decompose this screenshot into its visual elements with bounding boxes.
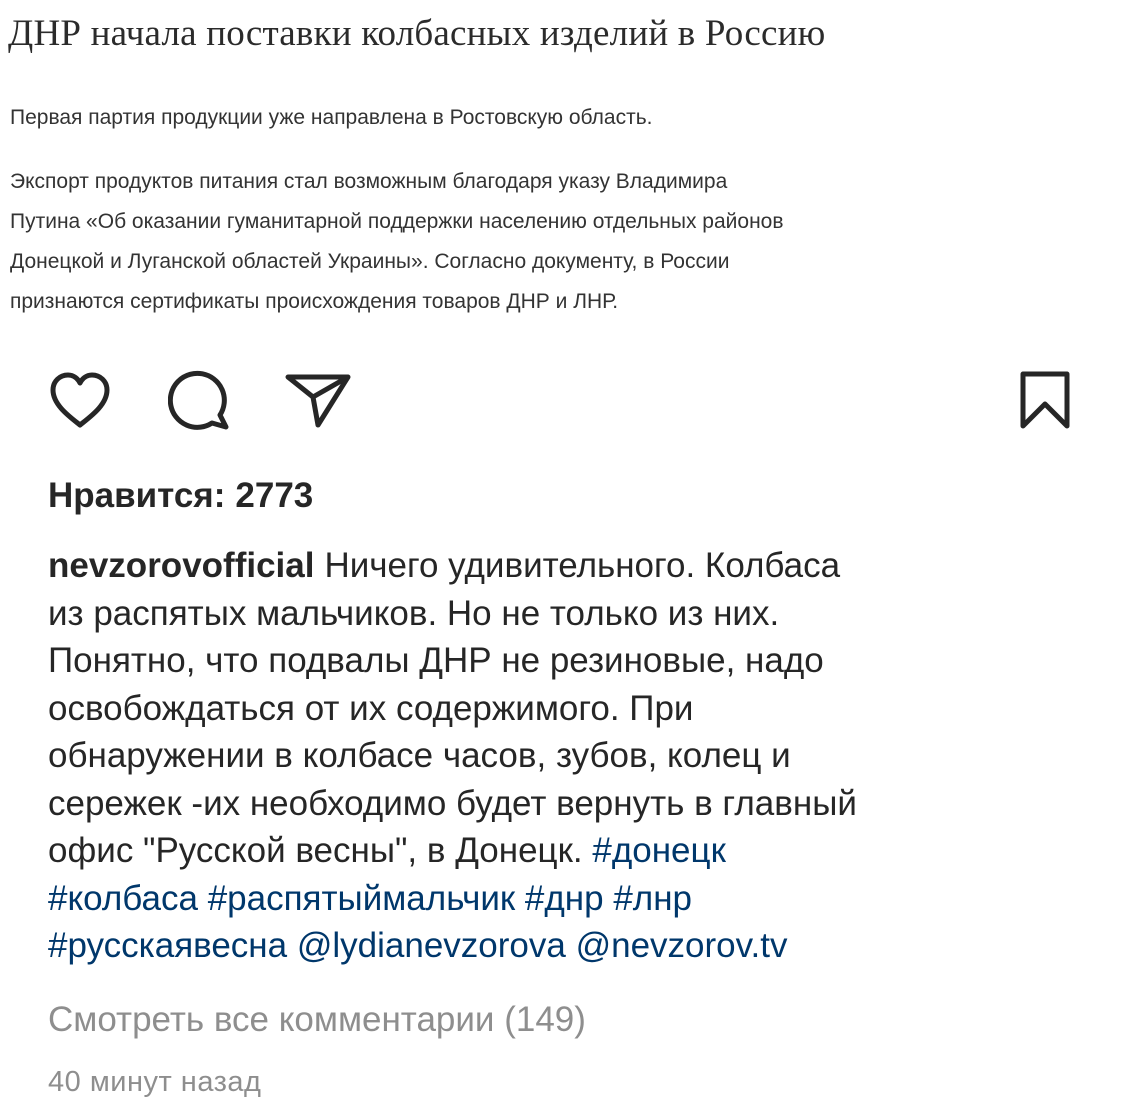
caption-text: офис "Русской весны", в Донецк.: [48, 831, 583, 870]
caption-line: обнаружении в колбасе часов, зубов, колец и: [48, 736, 791, 775]
hashtag-link[interactable]: #днр: [524, 878, 604, 918]
username-link[interactable]: nevzorovofficial: [48, 546, 315, 585]
likes-count[interactable]: [48, 474, 313, 518]
mention-link[interactable]: @lydianevzorova: [296, 926, 566, 965]
article-headline: ДНР начала поставки колбасных изделий в Россию: [8, 13, 826, 54]
post-action-bar: [0, 360, 1125, 440]
caption-text: Ничего удивительного. Колбаса: [324, 546, 841, 585]
caption-line: [48, 827, 1108, 875]
post-timestamp: 40 минут назад: [48, 1066, 262, 1098]
post-caption: [48, 542, 1108, 970]
hashtag-link[interactable]: #донецк: [592, 831, 726, 870]
hashtag-link[interactable]: #лнр: [613, 878, 693, 918]
article-lead: Первая партия продукции уже направлена в Ростовскую область.: [10, 106, 653, 129]
caption-line: [48, 875, 1108, 923]
article-body-line: признаются сертификаты происхождения товаров ДНР и ЛНР.: [10, 290, 619, 313]
view-all-comments-link[interactable]: Смотреть все комментарии (149): [48, 1000, 586, 1039]
likes-number: 2773: [235, 476, 314, 515]
caption-line: Понятно, что подвалы ДНР не резиновые, надо: [48, 641, 824, 680]
heart-outline-icon[interactable]: [44, 360, 116, 440]
caption-line: освобождаться от их содержимого. При: [48, 688, 694, 728]
hashtag-link[interactable]: #распятыймальчик: [207, 878, 516, 918]
caption-line: из распятых мальчиков. Но не только из них.: [48, 593, 780, 633]
speech-bubble-icon[interactable]: [164, 360, 234, 440]
mention-link[interactable]: @nevzorov.tv: [575, 926, 788, 965]
article-body-line: Путина «Об оказании гуманитарной поддержки населению отдельных районов: [10, 210, 784, 233]
post-image[interactable]: [0, 0, 1125, 340]
paper-plane-icon[interactable]: [280, 360, 356, 440]
caption-line: [48, 922, 1108, 970]
article-body-line: Донецкой и Луганской областей Украины». Согласно документу, в России: [10, 250, 730, 273]
hashtag-link[interactable]: #русскаявесна: [48, 926, 288, 965]
likes-label: Нравится:: [48, 476, 226, 515]
article-body-line: Экспорт продуктов питания стал возможным благодаря указу Владимира: [10, 170, 728, 193]
hashtag-link[interactable]: #колбаса: [48, 878, 198, 918]
bookmark-outline-icon[interactable]: [1010, 360, 1080, 440]
article-body: [10, 162, 1120, 322]
caption-line: сережек -их необходимо будет вернуть в главный: [48, 783, 857, 823]
caption-line: [48, 542, 1108, 590]
